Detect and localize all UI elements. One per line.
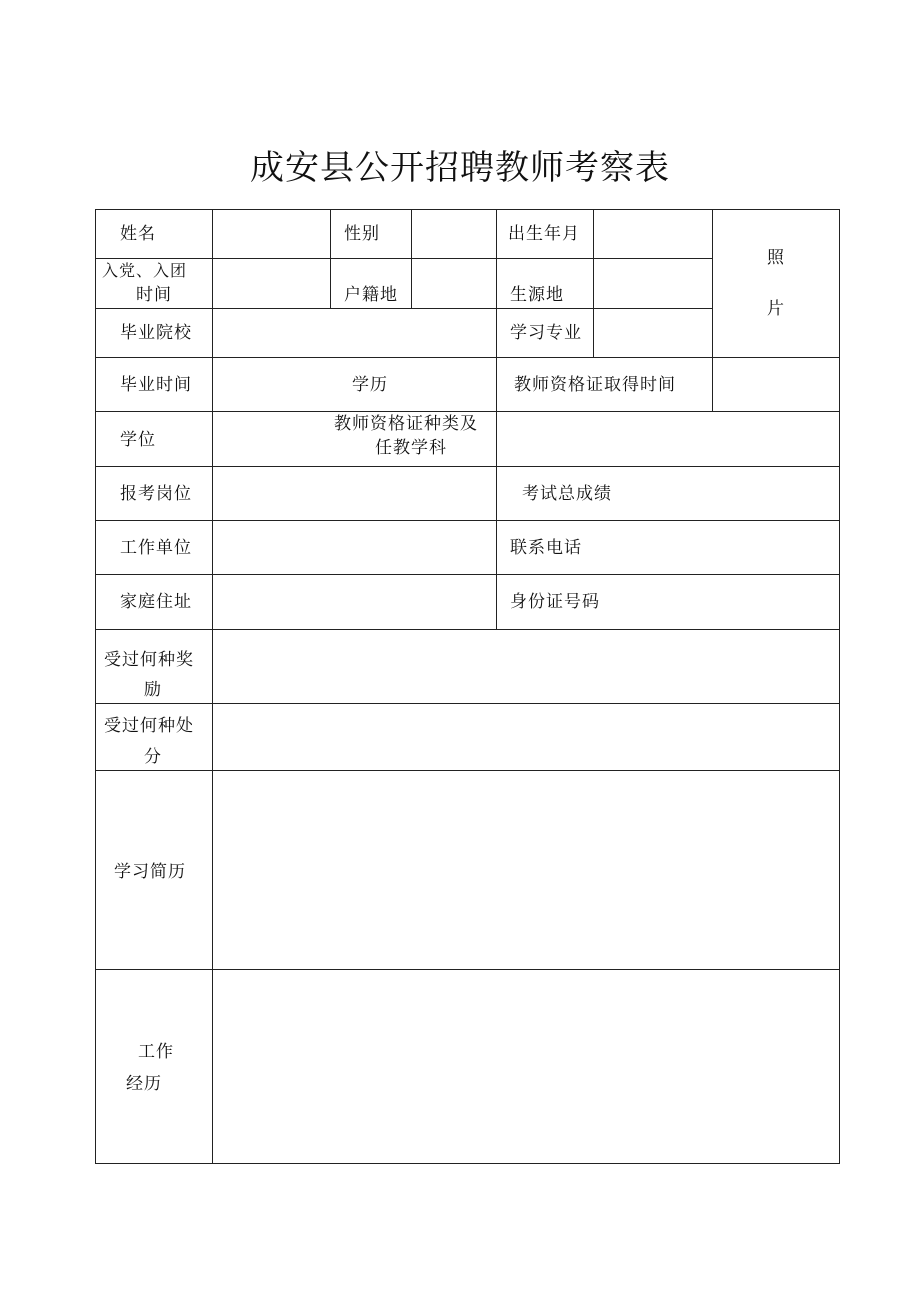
birth-label: 出生年月 xyxy=(508,224,580,244)
party-label-2: 时间 xyxy=(136,285,172,305)
position-field[interactable] xyxy=(212,466,497,521)
hukou-field[interactable] xyxy=(411,258,497,309)
cert-time-field[interactable] xyxy=(712,357,840,412)
photo-label-2: 片 xyxy=(767,299,785,319)
name-field[interactable] xyxy=(212,209,331,259)
education-label: 学历 xyxy=(352,375,388,395)
employer-field[interactable] xyxy=(212,520,497,575)
page-title: 成安县公开招聘教师考察表 xyxy=(250,148,670,188)
study-history-label: 学习简历 xyxy=(114,862,186,882)
address-label: 家庭住址 xyxy=(120,592,192,612)
photo-box[interactable] xyxy=(712,209,840,358)
grad-time-label: 毕业时间 xyxy=(120,375,192,395)
party-field[interactable] xyxy=(212,258,331,309)
school-label: 毕业院校 xyxy=(120,323,192,343)
hukou-label: 户籍地 xyxy=(344,285,398,305)
awards-label-2: 励 xyxy=(144,680,162,700)
photo-label-1: 照 xyxy=(767,248,785,268)
origin-field[interactable] xyxy=(593,258,713,309)
id-number-label: 身份证号码 xyxy=(510,592,600,612)
school-field[interactable] xyxy=(212,308,497,358)
origin-label: 生源地 xyxy=(510,285,564,305)
score-label: 考试总成绩 xyxy=(522,484,612,504)
gender-label: 性别 xyxy=(344,224,380,244)
gender-field[interactable] xyxy=(411,209,497,259)
degree-label: 学位 xyxy=(120,430,156,450)
party-label-1: 入党、入团 xyxy=(102,261,188,280)
awards-field[interactable] xyxy=(212,629,840,704)
work-history-field[interactable] xyxy=(212,969,840,1164)
name-label: 姓名 xyxy=(120,224,156,244)
position-label: 报考岗位 xyxy=(120,484,192,504)
employer-label: 工作单位 xyxy=(120,538,192,558)
punishment-label-1: 受过何种处 xyxy=(104,716,194,736)
work-history-label-1: 工作 xyxy=(138,1042,174,1062)
cert-time-label: 教师资格证取得时间 xyxy=(514,375,676,395)
work-history-label-2: 经历 xyxy=(126,1074,162,1094)
major-field[interactable] xyxy=(593,308,713,358)
punishment-field[interactable] xyxy=(212,703,840,771)
phone-label: 联系电话 xyxy=(510,538,582,558)
major-label: 学习专业 xyxy=(510,323,582,343)
cert-type-field[interactable] xyxy=(496,411,840,467)
punishment-label-2: 分 xyxy=(144,747,162,767)
work-history-label-cell xyxy=(95,969,213,1164)
cert-type-label-2: 任教学科 xyxy=(375,438,447,458)
birth-field[interactable] xyxy=(593,209,713,259)
cert-type-label-1: 教师资格证种类及 xyxy=(334,414,478,434)
awards-label-1: 受过何种奖 xyxy=(104,650,194,670)
study-history-field[interactable] xyxy=(212,770,840,970)
address-field[interactable] xyxy=(212,574,497,630)
